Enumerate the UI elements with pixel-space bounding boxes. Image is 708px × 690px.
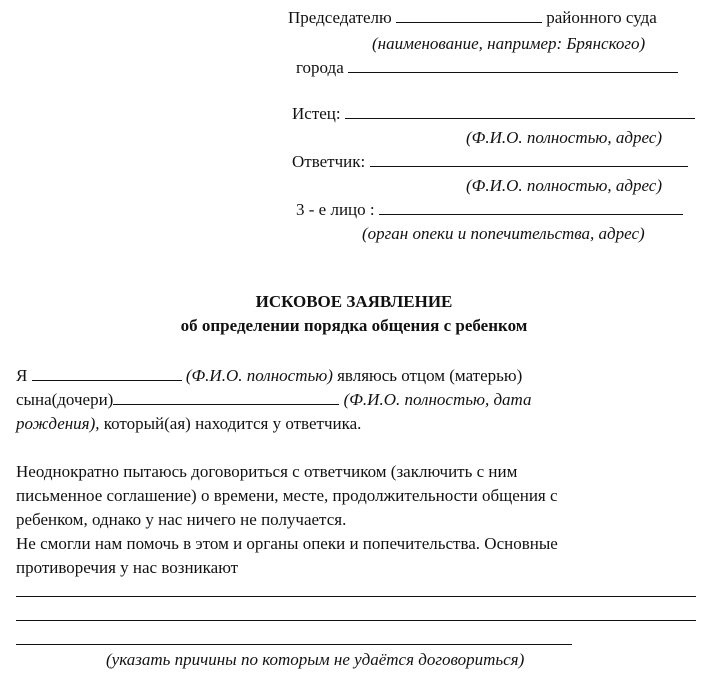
child-name-blank bbox=[113, 403, 339, 405]
city-line bbox=[296, 58, 678, 78]
third-party-hint: (орган опеки и попечительства, адрес) bbox=[362, 224, 645, 243]
reasons-hint: (указать причины по которым не удаётся договориться) bbox=[106, 650, 525, 669]
reasons-blank-line-3 bbox=[16, 644, 572, 645]
plaintiff-hint: (Ф.И.О. полностью, адрес) bbox=[466, 128, 662, 147]
defendant-line bbox=[292, 152, 688, 172]
court-hint: (наименование, например: Брянского) bbox=[372, 34, 646, 53]
document-subtitle: об определении порядка общения с ребенком bbox=[180, 316, 528, 335]
plaintiff-blank bbox=[345, 117, 695, 119]
p3-line2: противоречия у нас возникают bbox=[16, 558, 239, 577]
reasons-blank-line-2 bbox=[16, 620, 696, 621]
document-title: ИСКОВОЕ ЗАЯВЛЕНИЕ bbox=[255, 292, 453, 311]
p1-line3-end: который(ая) находится у ответчика. bbox=[103, 414, 362, 433]
applicant-name-blank bbox=[32, 379, 182, 381]
chairman-suffix: районного суда bbox=[546, 8, 657, 27]
p1-line1-end: являюсь отцом (матерью) bbox=[337, 366, 523, 385]
p1-line1 bbox=[16, 366, 522, 386]
plaintiff-line bbox=[292, 104, 695, 124]
p2-line2: письменное соглашение) о времени, месте, продолжительности общения с bbox=[16, 486, 558, 505]
p1-line3-hint: рождения), bbox=[16, 414, 100, 433]
p1-line1-hint: (Ф.И.О. полностью) bbox=[185, 366, 333, 385]
p1-line1-start: Я bbox=[16, 366, 28, 385]
p1-line2 bbox=[16, 390, 532, 410]
p1-line2-start: сына(дочери) bbox=[16, 390, 114, 409]
defendant-hint: (Ф.И.О. полностью, адрес) bbox=[466, 176, 662, 195]
defendant-blank bbox=[370, 165, 688, 167]
city-label: города bbox=[296, 58, 344, 77]
plaintiff-label: Истец: bbox=[292, 104, 341, 123]
city-blank bbox=[348, 71, 678, 73]
third-party-blank bbox=[379, 213, 683, 215]
p3-line1: Не смогли нам помочь в этом и органы опеки и попечительства. Основные bbox=[16, 534, 558, 553]
p2-line1: Неоднократно пытаюсь договориться с ответчиком (заключить с ним bbox=[16, 462, 518, 481]
chairman-prefix: Председателю bbox=[288, 8, 392, 27]
reasons-blank-line-1 bbox=[16, 596, 696, 597]
p1-line3 bbox=[16, 414, 361, 434]
p2-line3: ребенком, однако у нас ничего не получается. bbox=[16, 510, 347, 529]
p1-line2-hint: (Ф.И.О. полностью, дата bbox=[343, 390, 532, 409]
court-name-blank bbox=[396, 21, 542, 23]
defendant-label: Ответчик: bbox=[292, 152, 366, 171]
third-party-line bbox=[296, 200, 683, 220]
chairman-line bbox=[288, 8, 657, 28]
third-party-label: 3 - е лицо : bbox=[296, 200, 375, 219]
